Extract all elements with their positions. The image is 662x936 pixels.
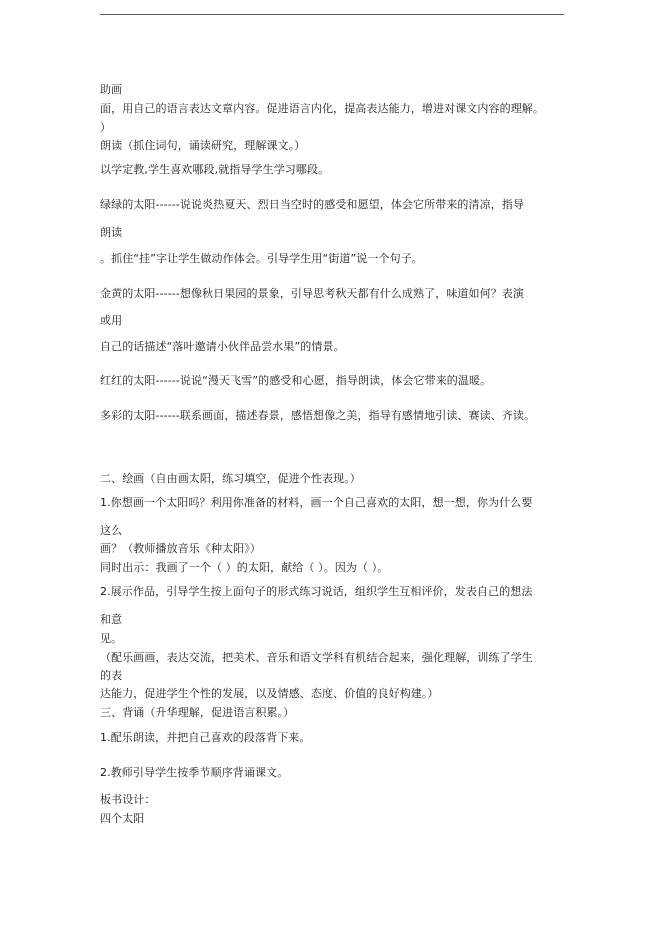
text-line: 1.你想画一个太阳吗？利用你准备的材料，画一个自己喜欢的太阳，想一想，你为什么要 (100, 496, 533, 509)
text-line: 绿绿的太阳------说说炎热夏天、烈日当空时的感受和愿望，体会它所带来的清凉，指导 (100, 198, 525, 211)
text-line: 四个太阳 (100, 812, 145, 825)
text-line: 自己的话描述“落叶邀请小伙伴品尝水果”的情景。 (100, 340, 345, 353)
text-line: 画？（教师播放音乐《种太阳》） (100, 542, 261, 555)
text-line: （配乐画画，表达交流，把美术、音乐和语文学科有机结合起来，强化理解，训练了学生 (100, 651, 533, 664)
text-line: 1.配乐朗读，并把自己喜欢的段落背下来。 (100, 731, 311, 744)
text-line: 面，用自己的语言表达文章内容。促进语言内化，提高表达能力，增进对课文内容的理解。 (100, 102, 544, 115)
header-rule (100, 14, 564, 15)
text-line: 和意 (100, 613, 123, 626)
text-line: 多彩的太阳------联系画面，描述春景，感悟想像之美，指导有感情地引读、赛读、齐读。 (100, 409, 536, 422)
text-line: 红红的太阳------说说“漫天飞雪”的感受和心愿，指导朗读，体会它带来的温暖。 (100, 374, 492, 387)
text-line: 同时出示：我画了一个（ ）的太阳，献给（ ）。因为（ ）。 (100, 561, 389, 574)
text-line: 2.展示作品，引导学生按上面句子的形式练习说话，组织学生互相评价，发表自己的想法 (100, 585, 533, 598)
text-line: 见。 (100, 632, 123, 645)
text-line: 朗读 (100, 226, 123, 239)
text-line: 。抓住“挂”字让学生做动作体会。引导学生用“街道”说一个句子。 (100, 252, 423, 265)
text-line: 板书设计： (100, 793, 156, 806)
text-line: 金黄的太阳------想像秋日果园的景象，引导思考秋天都有什么成熟了，味道如何？表演 (100, 287, 525, 300)
text-line: 的表 (100, 669, 123, 682)
text-line: 这么 (100, 524, 123, 537)
text-line: ） (100, 121, 112, 134)
text-line: 朗读（抓住词句，诵读研究，理解课文。） (100, 139, 306, 152)
text-line: 2.教师引导学生按季节顺序背诵课文。 (100, 766, 289, 779)
text-line: 达能力，促进学生个性的发展，以及情感、态度、价值的良好构建。） (100, 687, 439, 700)
section-heading: 三、背诵（升华理解，促进语言积累。） (100, 706, 295, 719)
text-line: 或用 (100, 314, 123, 327)
text-line: 助画 (100, 83, 123, 96)
section-heading: 二、绘画（自由画太阳，练习填空，促进个性表现。） (100, 472, 361, 485)
text-line: 以学定教,学生喜欢哪段,就指导学生学习哪段。 (100, 163, 330, 176)
